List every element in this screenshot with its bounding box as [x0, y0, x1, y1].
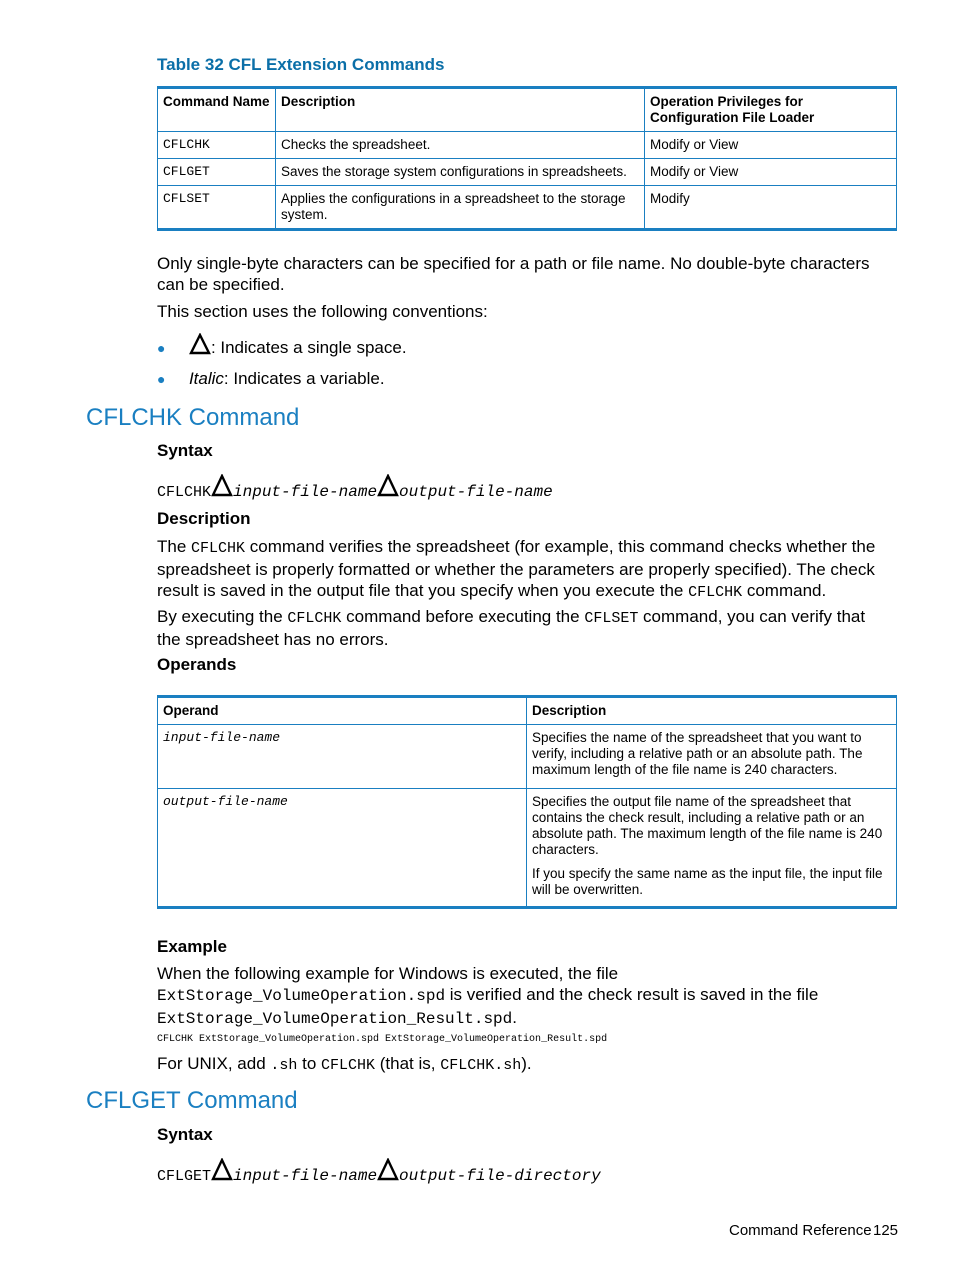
- cell-privileges: Modify: [645, 186, 897, 230]
- bullet-2-italic: Italic: [188, 369, 224, 388]
- cflchk-operands-label: Operands: [157, 655, 237, 674]
- cflchk-description-paragraph-2: [157, 606, 892, 650]
- bullet-space-convention: [157, 333, 557, 359]
- text: command, you can verify that the spreadsheet has no errors.: [157, 607, 866, 649]
- cflchk-description-label: Description: [157, 509, 251, 528]
- inline-code: CFLCHK: [688, 584, 743, 601]
- inline-code: CFLCHK.sh: [440, 1057, 522, 1074]
- bullet-dot-icon: ●: [157, 340, 166, 356]
- col-header-operand: Operand: [158, 697, 527, 725]
- inline-code: ExtStorage_VolumeOperation.spd: [157, 987, 446, 1005]
- table-header-row: [158, 697, 897, 725]
- text: to: [297, 1054, 322, 1073]
- table-row: [158, 132, 897, 159]
- inline-code: CFLCHK: [321, 1057, 376, 1074]
- cell-description: Specifies the name of the spreadsheet that you want to verify, including a relative path or an absolute path. The maximum length of the file name is 240 characters.: [527, 725, 897, 789]
- text: ).: [521, 1054, 532, 1073]
- cfl-commands-table: [157, 86, 897, 231]
- inline-code: .sh: [270, 1057, 298, 1074]
- inline-code: ExtStorage_VolumeOperation_Result.spd: [157, 1010, 513, 1028]
- text: (that is,: [375, 1054, 441, 1073]
- table-row: [158, 725, 897, 789]
- cflchk-heading: CFLCHK Command: [86, 404, 300, 431]
- text: The: [157, 537, 192, 556]
- syntax-arg-input: input-file-name: [233, 1167, 378, 1185]
- space-triangle-icon: [189, 333, 211, 355]
- text: command.: [742, 581, 827, 600]
- inline-code: CFLCHK: [191, 540, 246, 557]
- intro-paragraph-1: Only single-byte characters can be specified for a path or file name. No double-byte characters can be specified.: [157, 254, 870, 294]
- cell-command: CFLSET: [158, 186, 276, 230]
- cell-privileges: Modify or View: [645, 159, 897, 186]
- cflget-syntax-line: [157, 1158, 601, 1185]
- cell-description: Checks the spreadsheet.: [276, 132, 645, 159]
- col-header-description: Description: [276, 88, 645, 132]
- footer-section-name: Command Reference: [729, 1222, 872, 1239]
- inline-code: CFLSET: [584, 610, 639, 627]
- cflget-heading: CFLGET Command: [86, 1087, 298, 1114]
- text: By executing the: [157, 607, 288, 626]
- footer-page-number: 125: [873, 1222, 899, 1239]
- cflget-syntax-label: Syntax: [157, 1125, 213, 1144]
- col-header-description: Description: [527, 697, 897, 725]
- cell-operand: input-file-name: [158, 725, 527, 789]
- space-triangle-icon: [211, 474, 233, 498]
- cflchk-example-paragraph: [157, 963, 892, 1030]
- space-triangle-icon: [211, 1158, 233, 1182]
- cell-command: CFLGET: [158, 159, 276, 186]
- space-triangle-icon: [377, 474, 399, 498]
- bullet-2-text: : Indicates a variable.: [223, 369, 385, 388]
- cflchk-syntax-line: [157, 474, 553, 501]
- table-row: [158, 159, 897, 186]
- bullet-1-text: : Indicates a single space.: [210, 338, 407, 357]
- operand-desc-para-2: If you specify the same name as the input file, the input file will be overwritten.: [532, 866, 883, 897]
- cell-command: CFLCHK: [158, 132, 276, 159]
- syntax-command: CFLGET: [157, 1168, 212, 1185]
- cflchk-example-command: CFLCHK ExtStorage_VolumeOperation.spd ExtStorage_VolumeOperation_Result.spd: [157, 1034, 608, 1045]
- text: For UNIX, add: [157, 1054, 271, 1073]
- text: command verifies the spreadsheet (for example, this command checks whether the spreadsheet is properly formatted or whether the parameters are properly specified). The check result is saved in the output file that you specify when you execute the: [157, 537, 876, 600]
- table-row: [158, 186, 897, 230]
- operands-table: [157, 695, 897, 909]
- text: .: [512, 1008, 517, 1027]
- syntax-command: CFLCHK: [157, 484, 212, 501]
- cflchk-description-paragraph-1: [157, 536, 892, 603]
- intro-paragraph-2: This section uses the following conventions:: [157, 302, 488, 321]
- syntax-arg-input: input-file-name: [233, 483, 378, 501]
- table-row: [158, 789, 897, 908]
- cell-privileges: Modify or View: [645, 132, 897, 159]
- cell-operand: output-file-name: [158, 789, 527, 908]
- syntax-arg-output: output-file-directory: [399, 1167, 601, 1185]
- text: command before executing the: [341, 607, 585, 626]
- cell-description: [527, 789, 897, 908]
- cflchk-example-label: Example: [157, 937, 227, 956]
- cflchk-unix-note: [157, 1053, 892, 1076]
- space-triangle-icon: [377, 1158, 399, 1182]
- table-header-row: [158, 88, 897, 132]
- operand-desc-para-1: Specifies the output file name of the spreadsheet that contains the check result, including a relative path or an absolute path. The maximum length of the file name is 240 characters.: [532, 794, 883, 857]
- cell-description: Applies the configurations in a spreadsheet to the storage system.: [276, 186, 645, 230]
- inline-code: CFLCHK: [287, 610, 342, 627]
- cell-description: Saves the storage system configurations in spreadsheets.: [276, 159, 645, 186]
- col-header-command: Command Name: [158, 88, 276, 132]
- col-header-privileges: Operation Privileges for Configuration File Loader: [645, 88, 897, 132]
- bullet-italic-convention: [157, 368, 557, 390]
- text: When the following example for Windows is executed, the file: [157, 964, 619, 983]
- syntax-arg-output: output-file-name: [399, 483, 553, 501]
- table-caption: Table 32 CFL Extension Commands: [157, 55, 445, 74]
- cflchk-syntax-label: Syntax: [157, 441, 213, 460]
- bullet-dot-icon: ●: [157, 371, 166, 387]
- text: is verified and the check result is saved in the file: [445, 985, 819, 1004]
